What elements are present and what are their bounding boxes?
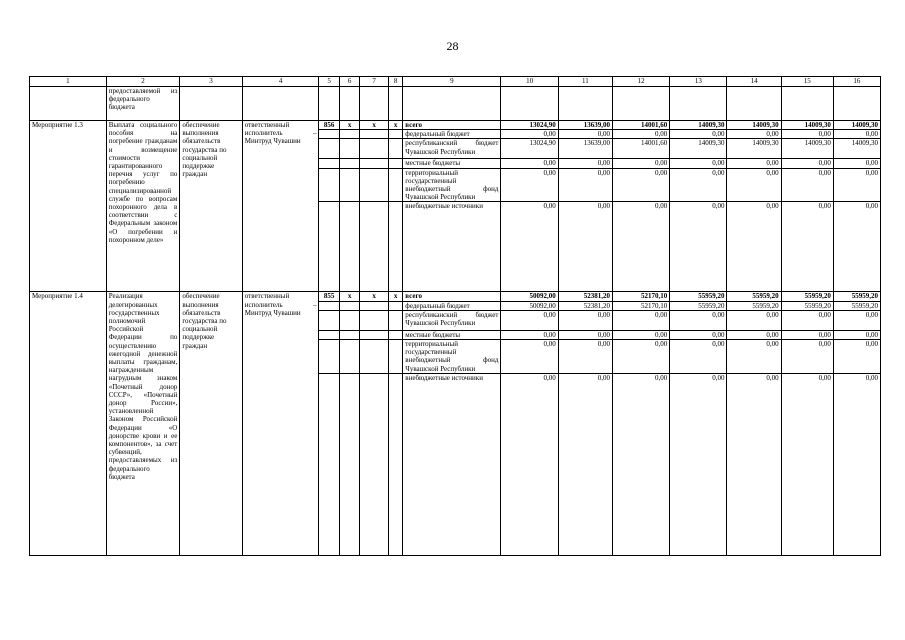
measure-task: обеспечение выполнения обязательств государства по социальной поддержке граждан bbox=[180, 121, 242, 292]
column-number: 3 bbox=[180, 77, 242, 87]
code-cell-empty bbox=[339, 168, 359, 202]
code-cell-empty bbox=[360, 310, 389, 330]
column-number-row bbox=[30, 77, 881, 87]
funding-source: местные бюджеты bbox=[403, 159, 501, 168]
funding-value: 0,00 bbox=[558, 202, 612, 292]
code-cell-empty bbox=[339, 202, 359, 292]
funding-value: 0,00 bbox=[558, 330, 612, 339]
code-cell-empty bbox=[360, 330, 389, 339]
funding-value: 0,00 bbox=[781, 373, 833, 555]
column-number: 1 bbox=[30, 77, 107, 87]
code-cell-empty bbox=[388, 202, 402, 292]
funding-value: 0,00 bbox=[833, 159, 880, 168]
code-cell-empty bbox=[388, 340, 402, 374]
measure-executor: ответственный исполнитель – Минтруд Чувашии bbox=[242, 121, 319, 292]
funding-value: 0,00 bbox=[612, 159, 669, 168]
funding-value: 52170,10 bbox=[612, 301, 669, 310]
measure-executor: ответственный исполнитель – Минтруд Чувашии bbox=[242, 292, 319, 555]
funding-value: 0,00 bbox=[833, 130, 880, 139]
code-cell-empty bbox=[388, 301, 402, 310]
code-cell-empty bbox=[360, 130, 389, 139]
code-csr: x bbox=[360, 292, 389, 301]
funding-source: территориальный государственный внебюджетный фонд Чувашской Республики bbox=[403, 168, 501, 202]
funding-source: внебюджетные источники bbox=[403, 202, 501, 292]
funding-value: 14009,30 bbox=[670, 121, 727, 130]
measure-description: Выплата социального пособия на погребение гражданам и возмещение стоимости гарантированного перечня услуг по погребению специализированной службе по вопросам похоронного дела в соответствии с Федеральным законом «О погребении и похоронном деле» bbox=[106, 121, 180, 292]
code-cell-empty bbox=[360, 139, 389, 159]
code-cell-empty bbox=[339, 373, 359, 555]
funding-value: 0,00 bbox=[781, 130, 833, 139]
funding-value: 0,00 bbox=[727, 373, 781, 555]
continuation-text: предоставляемой из федерального бюджета bbox=[106, 87, 180, 121]
funding-value: 0,00 bbox=[727, 130, 781, 139]
code-cell-empty bbox=[388, 330, 402, 339]
funding-row bbox=[30, 121, 881, 130]
code-cell-empty bbox=[339, 310, 359, 330]
funding-value: 0,00 bbox=[612, 202, 669, 292]
funding-value: 52170,10 bbox=[612, 292, 669, 301]
measure-name: Мероприятие 1.4 bbox=[30, 292, 107, 555]
code-cell-empty bbox=[388, 373, 402, 555]
funding-value: 14009,30 bbox=[833, 121, 880, 130]
funding-value: 0,00 bbox=[727, 330, 781, 339]
funding-source: всего bbox=[403, 121, 501, 130]
funding-value: 0,00 bbox=[833, 168, 880, 202]
funding-value: 0,00 bbox=[670, 330, 727, 339]
funding-value: 0,00 bbox=[558, 340, 612, 374]
column-number: 14 bbox=[727, 77, 781, 87]
code-cell-empty bbox=[339, 130, 359, 139]
code-csr: x bbox=[360, 121, 389, 130]
funding-value: 0,00 bbox=[727, 310, 781, 330]
funding-value: 0,00 bbox=[558, 130, 612, 139]
funding-value: 0,00 bbox=[612, 373, 669, 555]
column-number: 5 bbox=[319, 77, 339, 87]
funding-source: республиканский бюджет Чувашской Республики bbox=[403, 310, 501, 330]
funding-value: 0,00 bbox=[558, 373, 612, 555]
funding-value: 0,00 bbox=[501, 202, 558, 292]
column-number: 2 bbox=[106, 77, 180, 87]
funding-value: 0,00 bbox=[558, 168, 612, 202]
funding-value: 50092,00 bbox=[501, 301, 558, 310]
funding-value: 55959,20 bbox=[670, 301, 727, 310]
code-cell-empty bbox=[360, 340, 389, 374]
funding-value: 55959,20 bbox=[727, 301, 781, 310]
measure-description: Реализация делегированных государственных полномочий Российской Федерации по осуществлению ежегодной денежной выплаты гражданам, награжденным нагрудным знаком «Почетный донор СССР», «Почетный донор России», установленной Законом Российской Федерации «О донорстве крови и ее компонентов», за счет субвенций, предоставляемых из федерального бюджета bbox=[106, 292, 180, 555]
funding-value: 52381,20 bbox=[558, 301, 612, 310]
code-cell-empty bbox=[360, 301, 389, 310]
funding-value: 0,00 bbox=[558, 310, 612, 330]
funding-value: 0,00 bbox=[612, 168, 669, 202]
code-cell-empty bbox=[339, 159, 359, 168]
code-vr: x bbox=[388, 292, 402, 301]
code-cell-empty bbox=[319, 168, 339, 202]
funding-source: республиканский бюджет Чувашской Республики bbox=[403, 139, 501, 159]
page-number: 28 bbox=[446, 39, 459, 53]
funding-value: 13639,00 bbox=[558, 139, 612, 159]
funding-value: 0,00 bbox=[612, 310, 669, 330]
funding-value: 0,00 bbox=[612, 330, 669, 339]
funding-value: 14009,30 bbox=[833, 139, 880, 159]
code-cell-empty bbox=[319, 310, 339, 330]
code-cell-empty bbox=[360, 168, 389, 202]
funding-value: 55959,20 bbox=[670, 292, 727, 301]
funding-value: 14009,30 bbox=[727, 121, 781, 130]
code-cell-empty bbox=[319, 330, 339, 339]
code-cell-empty bbox=[360, 202, 389, 292]
code-cell-empty bbox=[339, 301, 359, 310]
funding-value: 13639,00 bbox=[558, 121, 612, 130]
funding-value: 0,00 bbox=[670, 202, 727, 292]
funding-source: федеральный бюджет bbox=[403, 130, 501, 139]
funding-value: 0,00 bbox=[781, 159, 833, 168]
funding-value: 0,00 bbox=[833, 310, 880, 330]
code-cell-empty bbox=[319, 373, 339, 555]
code-cell-empty bbox=[319, 202, 339, 292]
code-grbs: 855 bbox=[319, 292, 339, 301]
funding-value: 0,00 bbox=[501, 159, 558, 168]
funding-value: 14009,30 bbox=[781, 121, 833, 130]
funding-value: 0,00 bbox=[833, 340, 880, 374]
funding-row bbox=[30, 292, 881, 301]
code-cell-empty bbox=[388, 310, 402, 330]
funding-value: 55959,20 bbox=[727, 292, 781, 301]
code-cell-empty bbox=[388, 139, 402, 159]
program-table bbox=[29, 76, 881, 556]
continuation-row bbox=[30, 87, 881, 121]
funding-value: 0,00 bbox=[670, 340, 727, 374]
funding-value: 0,00 bbox=[781, 168, 833, 202]
funding-value: 0,00 bbox=[781, 310, 833, 330]
funding-value: 0,00 bbox=[781, 340, 833, 374]
funding-value: 0,00 bbox=[670, 130, 727, 139]
code-cell-empty bbox=[360, 159, 389, 168]
funding-value: 0,00 bbox=[558, 159, 612, 168]
column-number: 13 bbox=[670, 77, 727, 87]
funding-value: 55959,20 bbox=[781, 301, 833, 310]
funding-value: 55959,20 bbox=[833, 292, 880, 301]
funding-value: 50092,00 bbox=[501, 292, 558, 301]
funding-value: 55959,20 bbox=[833, 301, 880, 310]
column-number: 7 bbox=[360, 77, 389, 87]
column-number: 10 bbox=[501, 77, 558, 87]
code-cell-empty bbox=[319, 340, 339, 374]
funding-value: 0,00 bbox=[501, 340, 558, 374]
funding-value: 0,00 bbox=[833, 202, 880, 292]
code-cell-empty bbox=[319, 130, 339, 139]
measure-name: Мероприятие 1.3 bbox=[30, 121, 107, 292]
funding-value: 14009,30 bbox=[670, 139, 727, 159]
funding-value: 0,00 bbox=[781, 202, 833, 292]
funding-value: 0,00 bbox=[612, 340, 669, 374]
funding-value: 0,00 bbox=[781, 330, 833, 339]
funding-value: 55959,20 bbox=[781, 292, 833, 301]
measure-task: обеспечение выполнения обязательств государства по социальной поддержке граждан bbox=[180, 292, 242, 555]
funding-value: 0,00 bbox=[670, 168, 727, 202]
funding-source: федеральный бюджет bbox=[403, 301, 501, 310]
code-cell-empty bbox=[388, 159, 402, 168]
column-number: 11 bbox=[558, 77, 612, 87]
funding-value: 0,00 bbox=[501, 310, 558, 330]
code-vr: x bbox=[388, 121, 402, 130]
funding-value: 0,00 bbox=[727, 168, 781, 202]
code-cell-empty bbox=[388, 130, 402, 139]
funding-value: 14001,60 bbox=[612, 121, 669, 130]
funding-value: 0,00 bbox=[670, 373, 727, 555]
funding-value: 0,00 bbox=[833, 330, 880, 339]
column-number: 15 bbox=[781, 77, 833, 87]
funding-value: 0,00 bbox=[670, 310, 727, 330]
column-number: 12 bbox=[612, 77, 669, 87]
funding-value: 14009,30 bbox=[781, 139, 833, 159]
column-number: 4 bbox=[242, 77, 319, 87]
funding-value: 14009,30 bbox=[727, 139, 781, 159]
code-cell-empty bbox=[319, 139, 339, 159]
funding-value: 14001,60 bbox=[612, 139, 669, 159]
code-rz: x bbox=[339, 292, 359, 301]
code-cell-empty bbox=[339, 139, 359, 159]
funding-value: 0,00 bbox=[833, 373, 880, 555]
funding-value: 13024,90 bbox=[501, 139, 558, 159]
code-rz: x bbox=[339, 121, 359, 130]
column-number: 16 bbox=[833, 77, 880, 87]
code-cell-empty bbox=[339, 340, 359, 374]
funding-value: 0,00 bbox=[501, 330, 558, 339]
funding-source: местные бюджеты bbox=[403, 330, 501, 339]
funding-value: 0,00 bbox=[501, 130, 558, 139]
code-cell-empty bbox=[360, 373, 389, 555]
column-number: 6 bbox=[339, 77, 359, 87]
funding-value: 52381,20 bbox=[558, 292, 612, 301]
funding-source: всего bbox=[403, 292, 501, 301]
funding-value: 0,00 bbox=[727, 159, 781, 168]
code-grbs: 856 bbox=[319, 121, 339, 130]
funding-value: 0,00 bbox=[670, 159, 727, 168]
code-cell-empty bbox=[339, 330, 359, 339]
funding-source: территориальный государственный внебюджетный фонд Чувашской Республики bbox=[403, 340, 501, 374]
funding-value: 0,00 bbox=[501, 373, 558, 555]
code-cell-empty bbox=[388, 168, 402, 202]
funding-value: 0,00 bbox=[727, 340, 781, 374]
funding-source: внебюджетные источники bbox=[403, 373, 501, 555]
funding-value: 0,00 bbox=[727, 202, 781, 292]
column-number: 8 bbox=[388, 77, 402, 87]
funding-value: 0,00 bbox=[501, 168, 558, 202]
funding-value: 0,00 bbox=[612, 130, 669, 139]
funding-value: 13024,90 bbox=[501, 121, 558, 130]
code-cell-empty bbox=[319, 159, 339, 168]
column-number: 9 bbox=[403, 77, 501, 87]
code-cell-empty bbox=[319, 301, 339, 310]
